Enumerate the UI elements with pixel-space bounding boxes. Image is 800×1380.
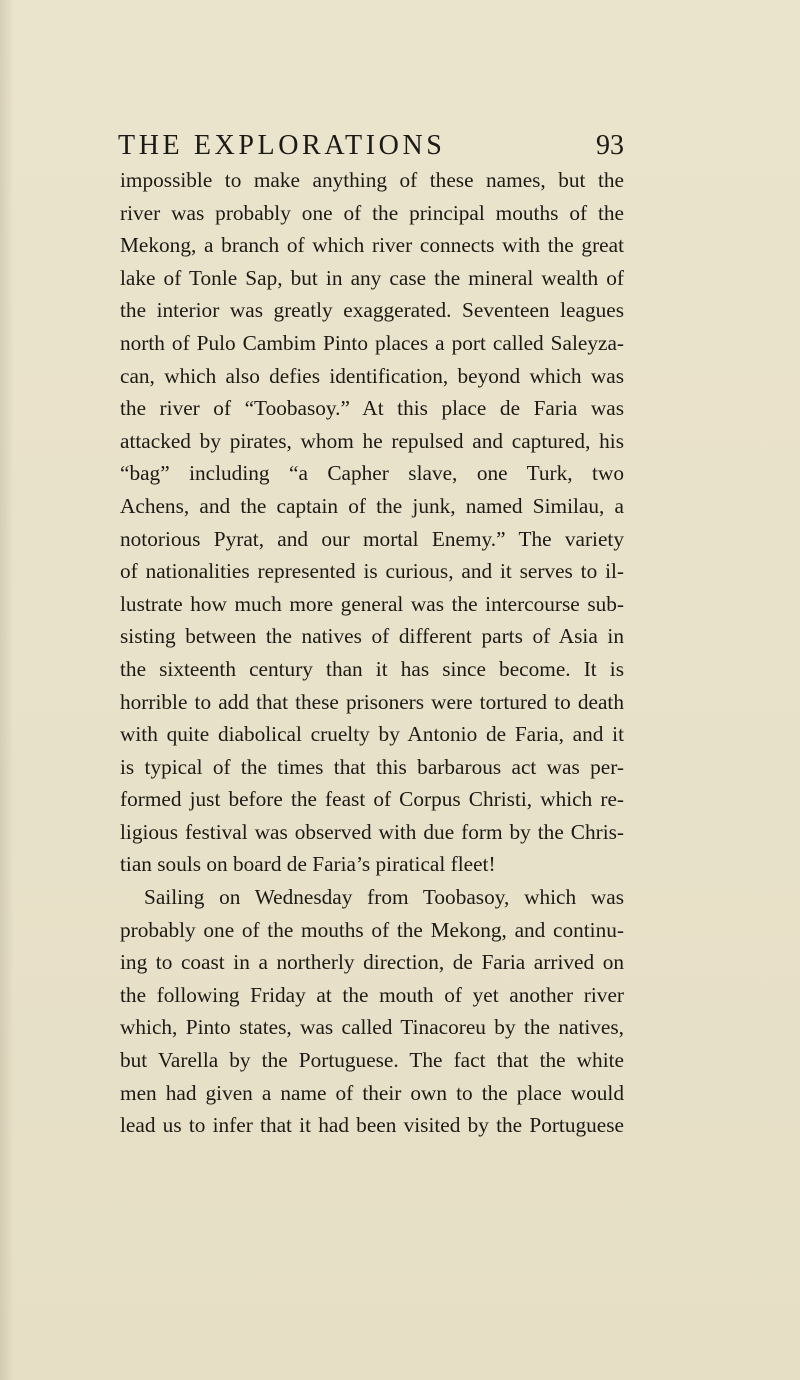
text-line: with quite diabolical cruelty by Antonio de Faria, and it: [120, 722, 624, 747]
text-line: horrible to add that these prisoners were tortured to death: [120, 689, 624, 714]
text-line: the following Friday at the mouth of yet another river: [120, 982, 624, 1007]
text-line: Mekong, a branch of which river connects with the great: [120, 233, 624, 258]
text-line: which, Pinto states, was called Tinacoreu by the natives,: [120, 1015, 624, 1040]
text-line: formed just before the feast of Corpus Christi, which re-: [120, 787, 624, 812]
text-line: ing to coast in a northerly direction, de Faria arrived on: [120, 950, 624, 975]
text-line: “bag” including “a Capher slave, one Turk, two: [120, 461, 624, 486]
text-line: is typical of the times that this barbarous act was per-: [120, 754, 624, 779]
text-line: tian souls on board de Faria’s piratical fleet!: [120, 852, 496, 877]
text-line: Achens, and the captain of the junk, named Similau, a: [120, 493, 624, 518]
text-line: can, which also defies identification, beyond which was: [120, 363, 624, 388]
text-line: river was probably one of the principal mouths of the: [120, 200, 624, 225]
text-line: north of Pulo Cambim Pinto places a port called Saleyza-: [120, 330, 624, 355]
text-line: attacked by pirates, whom he repulsed and captured, his: [120, 428, 624, 453]
text-line: lake of Tonle Sap, but in any case the mineral wealth of: [120, 265, 624, 290]
text-line: but Varella by the Portuguese. The fact that the white: [120, 1048, 624, 1073]
page-number: 93: [596, 130, 624, 161]
text-line: lustrate how much more general was the intercourse sub-: [120, 591, 624, 616]
text-line: sisting between the natives of different parts of Asia in: [120, 624, 624, 649]
text-line: Sailing on Wednesday from Toobasoy, which was: [144, 885, 624, 910]
text-line: impossible to make anything of these names, but the: [120, 168, 624, 192]
text-line: the interior was greatly exaggerated. Seventeen leagues: [120, 298, 624, 323]
running-head: THE EXPLORATIONS: [118, 130, 446, 161]
text-line: of nationalities represented is curious, and it serves to il-: [120, 559, 624, 584]
body-text: [120, 164, 624, 1142]
gutter-shadow: [0, 0, 14, 1380]
page-header: [118, 128, 624, 168]
paragraph-1: [120, 164, 624, 881]
text-line: lead us to infer that it had been visited by the Portuguese: [120, 1113, 624, 1138]
paragraph-2: [120, 881, 624, 1142]
text-line: the river of “Toobasoy.” At this place de Faria was: [120, 396, 624, 421]
text-line: the sixteenth century than it has since become. It is: [120, 656, 624, 681]
text-line: probably one of the mouths of the Mekong, and continu-: [120, 917, 624, 942]
text-line: notorious Pyrat, and our mortal Enemy.” The variety: [120, 526, 624, 551]
text-line: men had given a name of their own to the place would: [120, 1080, 624, 1105]
text-line: ligious festival was observed with due form by the Chris-: [120, 819, 624, 844]
